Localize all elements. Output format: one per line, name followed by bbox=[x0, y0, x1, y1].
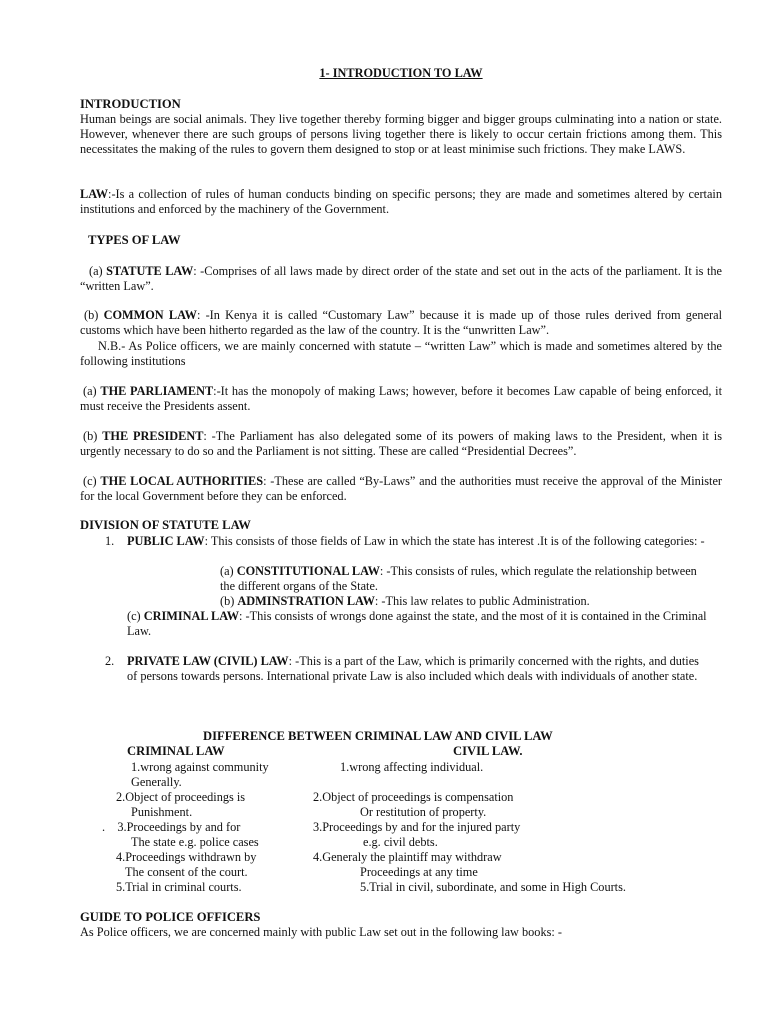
local-authorities-term: THE LOCAL AUTHORITIES bbox=[100, 474, 264, 488]
law-definition bbox=[80, 187, 722, 217]
criminal-point-3-cont: The state e.g. police cases bbox=[131, 835, 259, 849]
criminal-law-text: : -This consists of wrongs done against the state, and the most of it is contained in the Criminal Law. bbox=[127, 609, 707, 638]
law-definition-text: :-Is a collection of rules of human conducts binding on specific persons; they are made and sometimes altered by certain institutions and enforced by the machinery of the Government. bbox=[80, 187, 722, 216]
criminal-point-1: 1.wrong against community bbox=[131, 760, 269, 774]
criminal-law-term: CRIMINAL LAW bbox=[143, 609, 240, 623]
private-law-number: 2. bbox=[105, 654, 115, 668]
difference-heading: DIFFERENCE BETWEEN CRIMINAL LAW AND CIVIL LAW bbox=[203, 729, 553, 743]
constitutional-law-item bbox=[220, 564, 710, 594]
type-common-law bbox=[80, 308, 722, 338]
private-law-item bbox=[127, 654, 711, 684]
civil-law-column-header: CIVIL LAW. bbox=[453, 744, 523, 758]
civil-point-1: 1.wrong affecting individual. bbox=[340, 760, 484, 774]
civil-point-5: 5.Trial in civil, subordinate, and some in High Courts. bbox=[360, 880, 626, 894]
parliament-text: :-It has the monopoly of making Laws; however, before it becomes Law capable of being enforced, it must receive the Presidents assent. bbox=[80, 384, 722, 413]
constitutional-law-text: : -This consists of rules, which regulate the relationship between the different organs of the State. bbox=[220, 564, 697, 593]
administration-law-term: ADMINSTRATION LAW bbox=[237, 594, 375, 608]
criminal-point-4: 4.Proceedings withdrawn by bbox=[116, 850, 257, 864]
intro-heading: INTRODUCTION bbox=[80, 97, 181, 111]
inst-b-prefix: (b) bbox=[83, 429, 98, 443]
nb-note: N.B.- As Police officers, we are mainly concerned with statute – “written Law” which is made and sometimes altered by the following institutions bbox=[80, 339, 722, 368]
criminal-point-2-cont: Punishment. bbox=[131, 805, 193, 819]
criminal-point-3: . 3.Proceedings by and for bbox=[102, 820, 241, 834]
public-law-term: PUBLIC LAW bbox=[127, 534, 205, 548]
types-heading: TYPES OF LAW bbox=[88, 233, 181, 247]
public-law-text: : This consists of those fields of Law in which the state has interest .It is of the following categories: - bbox=[204, 534, 705, 548]
criminal-law-column-header: CRIMINAL LAW bbox=[127, 744, 225, 758]
page-title: 1- INTRODUCTION TO LAW bbox=[319, 66, 483, 80]
division-heading: DIVISION OF STATUTE LAW bbox=[80, 518, 251, 532]
criminal-point-4-cont: The consent of the court. bbox=[125, 865, 248, 879]
private-law-term: PRIVATE LAW (CIVIL) LAW bbox=[127, 654, 289, 668]
inst-a-prefix: (a) bbox=[83, 384, 97, 398]
president-term: THE PRESIDENT bbox=[102, 429, 204, 443]
criminal-law-item bbox=[127, 609, 709, 639]
criminal-point-1-cont: Generally. bbox=[131, 775, 182, 789]
sub-c-prefix: (c) bbox=[127, 609, 141, 623]
civil-point-3: 3.Proceedings by and for the injured party bbox=[313, 820, 521, 834]
statute-law-term: STATUTE LAW bbox=[106, 264, 194, 278]
civil-point-3-cont: e.g. civil debts. bbox=[363, 835, 438, 849]
sub-b-prefix: (b) bbox=[220, 594, 235, 608]
sub-a-prefix: (a) bbox=[220, 564, 234, 578]
type-b-prefix: (b) bbox=[84, 308, 99, 322]
law-term: LAW bbox=[80, 187, 109, 201]
criminal-point-5: 5.Trial in criminal courts. bbox=[116, 880, 242, 894]
civil-point-4-cont: Proceedings at any time bbox=[360, 865, 478, 879]
common-law-text: : -In Kenya it is called “Customary Law” because it is made up of those rules derived from general customs which have been hitherto regarded as the law of the country. It is the “unwritten Law”. bbox=[80, 308, 722, 337]
administration-law-item bbox=[220, 594, 590, 609]
institution-local-authorities bbox=[80, 474, 722, 504]
civil-point-2: 2.Object of proceedings is compensation bbox=[313, 790, 514, 804]
president-text: : -The Parliament has also delegated some of its powers of making laws to the President, when it is urgently necessary to do so and the Parliament is not sitting. These are called “Presidential Decrees”. bbox=[80, 429, 722, 458]
institution-president bbox=[80, 429, 722, 459]
guide-text: As Police officers, we are concerned mainly with public Law set out in the following law books: - bbox=[80, 925, 562, 939]
private-law-text: : -This is a part of the Law, which is primarily concerned with the rights, and duties of persons towards persons. International private Law is also included which deals with individuals of another state. bbox=[127, 654, 699, 683]
common-law-term: COMMON LAW bbox=[103, 308, 197, 322]
statute-law-text: : -Comprises of all laws made by direct order of the state and set out in the acts of the parliament. It is the “written Law”. bbox=[80, 264, 722, 293]
local-authorities-text: : -These are called “By-Laws” and the authorities must receive the approval of the Minister for the local Government before they can be enforced. bbox=[80, 474, 722, 503]
public-law-number: 1. bbox=[105, 534, 115, 548]
inst-c-prefix: (c) bbox=[83, 474, 97, 488]
public-law-item bbox=[127, 534, 705, 549]
criminal-point-2: 2.Object of proceedings is bbox=[116, 790, 246, 804]
civil-point-4: 4.Generaly the plaintiff may withdraw bbox=[313, 850, 502, 864]
civil-point-2-cont: Or restitution of property. bbox=[360, 805, 487, 819]
constitutional-law-term: CONSTITUTIONAL LAW bbox=[236, 564, 380, 578]
parliament-term: THE PARLIAMENT bbox=[100, 384, 214, 398]
institution-parliament bbox=[80, 384, 722, 414]
type-statute-law bbox=[80, 264, 722, 294]
guide-heading: GUIDE TO POLICE OFFICERS bbox=[80, 910, 261, 924]
administration-law-text: : -This law relates to public Administration. bbox=[374, 594, 590, 608]
intro-paragraph: Human beings are social animals. They live together thereby forming bigger and bigger groups culminating into a nation or state. However, whenever there are such groups of persons living together there is likely to occur certain frictions among them. This necessitates the making of the rules to govern them designed to stop or at least minimise such frictions. They make LAWS. bbox=[80, 112, 722, 156]
type-a-prefix: (a) bbox=[89, 264, 103, 278]
